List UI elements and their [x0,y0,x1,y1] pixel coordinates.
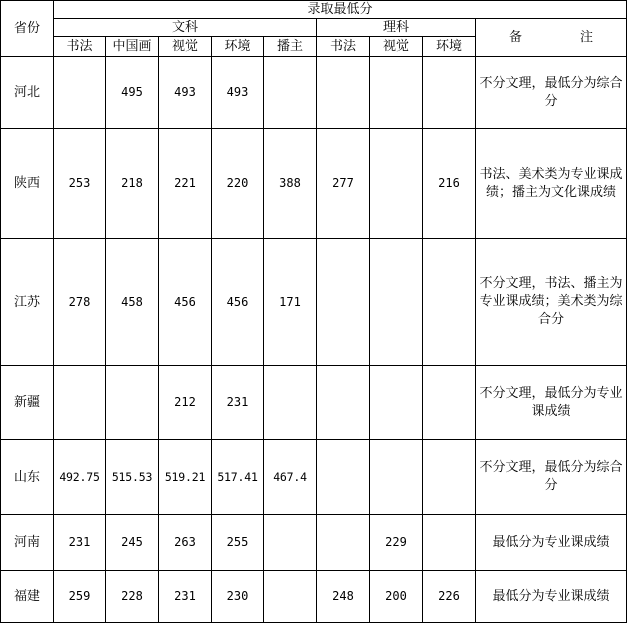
science-score-cell: 216 [423,129,476,239]
table-row [1,129,627,239]
arts-score-cell [264,515,317,571]
note-cell: 最低分为专业课成绩 [476,515,627,571]
arts-score-cell [54,57,106,129]
arts-score-cell: 493 [212,57,264,129]
header-science-col: 环境 [423,37,476,57]
arts-score-cell: 456 [159,239,212,366]
science-score-cell [423,57,476,129]
province-cell: 新疆 [1,366,54,440]
header-science-col: 书法 [317,37,370,57]
arts-score-cell: 230 [212,571,264,623]
science-score-cell [317,239,370,366]
arts-score-cell: 492.75 [54,440,106,515]
note-cell: 最低分为专业课成绩 [476,571,627,623]
header-arts-col: 中国画 [106,37,159,57]
header-science-col: 视觉 [370,37,423,57]
header-title: 录取最低分 [54,1,627,19]
arts-score-cell: 388 [264,129,317,239]
note-cell: 不分文理，最低分为综合分 [476,440,627,515]
province-cell: 陕西 [1,129,54,239]
table-row [1,57,627,129]
table-row [1,366,627,440]
province-cell: 江苏 [1,239,54,366]
science-score-cell [423,366,476,440]
arts-score-cell: 456 [212,239,264,366]
science-score-cell: 248 [317,571,370,623]
science-score-cell [317,57,370,129]
arts-score-cell [106,366,159,440]
arts-score-cell: 493 [159,57,212,129]
arts-score-cell: 228 [106,571,159,623]
science-score-cell: 200 [370,571,423,623]
table-row [1,515,627,571]
arts-score-cell: 517.41 [212,440,264,515]
science-score-cell: 226 [423,571,476,623]
science-score-cell: 277 [317,129,370,239]
header-science: 理科 [317,19,476,37]
science-score-cell [317,366,370,440]
arts-score-cell: 515.53 [106,440,159,515]
arts-score-cell: 245 [106,515,159,571]
arts-score-cell: 231 [54,515,106,571]
arts-score-cell [264,571,317,623]
header-arts-col: 书法 [54,37,106,57]
science-score-cell [423,515,476,571]
arts-score-cell: 231 [159,571,212,623]
province-cell: 山东 [1,440,54,515]
science-score-cell [370,57,423,129]
science-score-cell [423,440,476,515]
arts-score-cell: 231 [212,366,264,440]
arts-score-cell: 458 [106,239,159,366]
arts-score-cell [54,366,106,440]
province-cell: 福建 [1,571,54,623]
header-note [476,19,627,57]
note-cell: 书法、美术类为专业课成绩；播主为文化课成绩 [476,129,627,239]
arts-score-cell: 171 [264,239,317,366]
header-province: 省份 [1,1,54,57]
arts-score-cell [264,57,317,129]
science-score-cell [370,366,423,440]
arts-score-cell: 259 [54,571,106,623]
arts-score-cell: 212 [159,366,212,440]
science-score-cell [370,129,423,239]
header-arts-col: 环境 [212,37,264,57]
arts-score-cell: 519.21 [159,440,212,515]
arts-score-cell: 495 [106,57,159,129]
table-row [1,440,627,515]
arts-score-cell: 467.4 [264,440,317,515]
province-cell: 河北 [1,57,54,129]
note-cell: 不分文理，书法、播主为专业课成绩；美术类为综合分 [476,239,627,366]
table-row [1,239,627,366]
arts-score-cell: 218 [106,129,159,239]
arts-score-cell [264,366,317,440]
table-row [1,571,627,623]
header-arts-col: 视觉 [159,37,212,57]
science-score-cell [317,515,370,571]
arts-score-cell: 278 [54,239,106,366]
arts-score-cell: 263 [159,515,212,571]
arts-score-cell: 255 [212,515,264,571]
header-arts: 文科 [54,19,317,37]
province-cell: 河南 [1,515,54,571]
science-score-cell [423,239,476,366]
header-row-title [1,1,627,19]
science-score-cell [370,440,423,515]
science-score-cell [370,239,423,366]
header-note-a: 备 [509,30,523,45]
science-score-cell [317,440,370,515]
note-cell: 不分文理，最低分为综合分 [476,57,627,129]
arts-score-cell: 220 [212,129,264,239]
header-note-b: 注 [580,30,594,45]
header-arts-col: 播主 [264,37,317,57]
science-score-cell: 229 [370,515,423,571]
note-cell: 不分文理，最低分为专业课成绩 [476,366,627,440]
arts-score-cell: 253 [54,129,106,239]
header-row-groups [1,19,627,37]
arts-score-cell: 221 [159,129,212,239]
